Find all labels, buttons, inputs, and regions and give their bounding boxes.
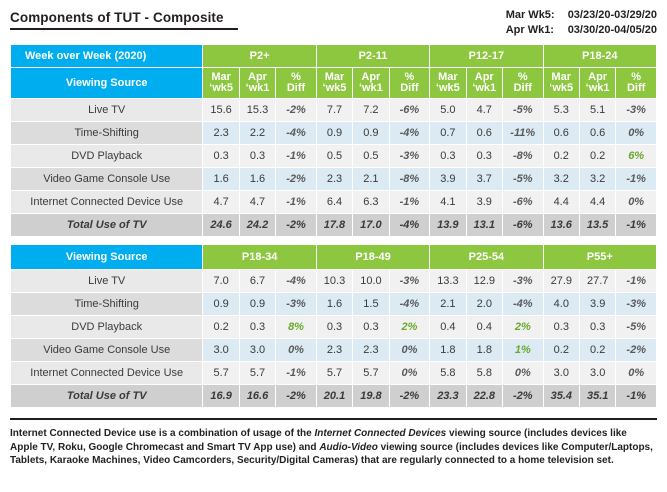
data-cell: 1.5	[353, 293, 389, 316]
data-cell: 2.2	[239, 122, 275, 145]
data-cell: 7.0	[203, 270, 239, 293]
data-cell: 0.6	[466, 122, 502, 145]
group-header-p18-24: P18-24	[543, 45, 656, 68]
data-cell: 1.6	[316, 293, 352, 316]
data-cell-pct: -6%	[389, 99, 430, 122]
total-cell: 24.2	[239, 214, 275, 237]
page-header	[10, 8, 657, 38]
data-cell-pct: -6%	[502, 191, 543, 214]
data-cell: 4.7	[239, 191, 275, 214]
data-cell-pct: -2%	[276, 99, 317, 122]
table-row	[11, 168, 657, 191]
sub-diff-1-l2: Diff	[286, 82, 306, 94]
data-cell: 1.6	[203, 168, 239, 191]
total-cell: 22.8	[466, 385, 502, 408]
sub-mar-2	[316, 68, 352, 99]
data-cell: 3.0	[543, 362, 579, 385]
data-cell: 3.9	[430, 168, 466, 191]
data-cell: 5.7	[239, 362, 275, 385]
date-label-apr: Apr Wk1:	[505, 24, 554, 36]
data-cell: 2.3	[203, 122, 239, 145]
data-cell-pct: 2%	[389, 316, 430, 339]
data-cell-pct: -5%	[502, 168, 543, 191]
sub-diff-4	[616, 68, 657, 99]
data-cell: 4.0	[543, 293, 579, 316]
total-cell: 17.8	[316, 214, 352, 237]
data-cell: 5.7	[353, 362, 389, 385]
data-cell: 27.9	[543, 270, 579, 293]
table-row	[11, 270, 657, 293]
data-cell-pct: -1%	[276, 362, 317, 385]
data-cell-pct: -3%	[389, 270, 430, 293]
data-cell: 2.3	[316, 339, 352, 362]
footnote	[10, 418, 657, 468]
data-cell-pct: 6%	[616, 145, 657, 168]
data-cell: 6.3	[353, 191, 389, 214]
data-cell: 0.5	[353, 145, 389, 168]
data-cell: 0.3	[466, 145, 502, 168]
data-cell-pct: -2%	[616, 339, 657, 362]
data-cell-pct: -1%	[276, 191, 317, 214]
data-cell: 3.9	[466, 191, 502, 214]
sub-diff-4-l1: %	[631, 71, 642, 83]
total-cell: 16.9	[203, 385, 239, 408]
table-row	[11, 191, 657, 214]
data-cell-pct: 8%	[276, 316, 317, 339]
data-cell: 0.3	[203, 145, 239, 168]
data-cell: 0.3	[316, 316, 352, 339]
corner-label: Week over Week (2020)	[11, 45, 203, 68]
data-cell: 3.7	[466, 168, 502, 191]
table-row	[11, 362, 657, 385]
total-cell-pct: -2%	[276, 214, 317, 237]
data-cell-pct: -3%	[616, 99, 657, 122]
sub-apr-2-l1: Apr	[361, 71, 381, 83]
data-cell: 0.6	[543, 122, 579, 145]
group-header-p18-49: P18-49	[316, 245, 429, 270]
data-cell-pct: 1%	[503, 339, 544, 362]
data-cell: 0.2	[203, 316, 239, 339]
data-cell: 6.4	[316, 191, 352, 214]
footnote-em2: Audio-Video	[319, 441, 378, 453]
table-total-row	[11, 385, 657, 408]
data-cell: 4.7	[466, 99, 502, 122]
table-row	[11, 99, 657, 122]
group-header-p2-11: P2-11	[316, 45, 429, 68]
data-cell: 15.6	[203, 99, 239, 122]
sub-diff-1	[276, 68, 317, 99]
data-cell: 0.9	[203, 293, 239, 316]
data-cell: 0.4	[466, 316, 502, 339]
data-cell: 2.1	[430, 293, 466, 316]
row-label: Live TV	[11, 99, 203, 122]
sub-apr-1	[239, 68, 275, 99]
data-cell-pct: -2%	[276, 168, 317, 191]
data-cell-pct: 0%	[616, 122, 657, 145]
total-cell-pct: -1%	[616, 214, 657, 237]
sub-mar-1-l1: Mar	[211, 71, 231, 83]
data-cell: 4.4	[543, 191, 579, 214]
total-cell: 24.6	[203, 214, 239, 237]
sub-apr-4-l2: ‘wk1	[585, 82, 610, 94]
total-label: Total Use of TV	[11, 214, 203, 237]
data-cell: 0.6	[579, 122, 615, 145]
total-cell: 35.1	[580, 385, 616, 408]
data-cell: 5.8	[466, 362, 502, 385]
data-cell: 0.3	[580, 316, 616, 339]
total-cell-pct: -1%	[616, 385, 657, 408]
total-cell: 13.9	[430, 214, 466, 237]
table-row	[11, 339, 657, 362]
data-cell-pct: 0%	[503, 362, 544, 385]
data-cell: 3.2	[543, 168, 579, 191]
data-cell: 0.3	[543, 316, 579, 339]
data-cell-pct: 0%	[389, 339, 430, 362]
sub-mar-4	[543, 68, 579, 99]
data-cell-pct: -5%	[616, 316, 657, 339]
data-cell: 0.9	[353, 122, 389, 145]
date-line-mar	[506, 8, 657, 23]
data-cell: 4.7	[203, 191, 239, 214]
row-label: DVD Playback	[11, 145, 203, 168]
data-cell: 3.0	[239, 339, 275, 362]
data-cell: 5.1	[579, 99, 615, 122]
table-header-groups-2	[11, 245, 657, 270]
data-cell: 2.3	[353, 339, 389, 362]
data-cell-pct: 0%	[276, 339, 317, 362]
sub-apr-2-l2: ‘wk1	[358, 82, 383, 94]
data-cell: 0.2	[579, 145, 615, 168]
table-row	[11, 293, 657, 316]
table-demographics-1	[10, 44, 657, 237]
data-cell-pct: -1%	[616, 168, 657, 191]
total-cell: 13.1	[466, 214, 502, 237]
data-cell: 2.0	[466, 293, 502, 316]
date-value-mar: 03/23/20-03/29/20	[567, 9, 657, 21]
data-cell-pct: -4%	[389, 293, 430, 316]
row-label: Internet Connected Device Use	[11, 191, 203, 214]
sub-mar-2-l2: ‘wk5	[322, 82, 347, 94]
data-cell: 2.3	[316, 168, 352, 191]
sub-diff-3-l1: %	[517, 71, 528, 83]
data-cell: 5.8	[430, 362, 466, 385]
date-range-block	[506, 8, 657, 38]
footnote-part2: viewing source (includes devices like Apple TV, Roku, Google Chromecast and Smart TV App use) and	[10, 428, 627, 453]
footnote-em1: Internet Connected Devices	[314, 428, 447, 439]
sub-mar-3	[430, 68, 466, 99]
total-cell-pct: -2%	[389, 385, 430, 408]
data-cell: 0.9	[239, 293, 275, 316]
data-cell: 3.2	[579, 168, 615, 191]
sub-apr-1-l1: Apr	[248, 71, 267, 83]
table-subheader-row	[11, 68, 657, 99]
data-cell: 1.6	[239, 168, 275, 191]
data-cell: 3.0	[203, 339, 239, 362]
data-cell-pct: 0%	[616, 191, 657, 214]
data-cell-pct: -3%	[503, 270, 544, 293]
table-header-groups	[11, 45, 657, 68]
data-cell-pct: 0%	[616, 362, 657, 385]
sub-diff-1-l1: %	[291, 71, 301, 83]
data-cell-pct: -3%	[276, 293, 317, 316]
data-cell-pct: -11%	[502, 122, 543, 145]
data-cell-pct: -1%	[616, 270, 657, 293]
data-cell: 0.3	[239, 316, 275, 339]
sub-apr-4-l1: Apr	[588, 71, 608, 83]
page-title: Components of TUT - Composite	[10, 10, 224, 25]
date-label-mar: Mar Wk5:	[505, 9, 555, 21]
title-underline	[10, 28, 238, 30]
sub-mar-4-l2: ‘wk5	[549, 82, 574, 94]
data-cell-pct: -4%	[276, 122, 317, 145]
group-header-p25-54: P25-54	[430, 245, 543, 270]
group-header-p55plus: P55+	[543, 245, 656, 270]
data-cell: 13.3	[430, 270, 466, 293]
total-cell: 20.1	[316, 385, 352, 408]
data-cell: 4.4	[579, 191, 615, 214]
data-cell-pct: -4%	[389, 122, 430, 145]
total-cell-pct: -6%	[502, 214, 543, 237]
data-cell: 2.1	[353, 168, 389, 191]
row-label: Video Game Console Use	[11, 339, 203, 362]
data-cell-pct: -1%	[389, 191, 430, 214]
data-cell: 6.7	[239, 270, 275, 293]
footnote-part1: Internet Connected Device use is a combination of usage of the	[10, 428, 315, 439]
total-cell: 16.6	[239, 385, 275, 408]
data-cell: 3.9	[580, 293, 616, 316]
data-cell: 5.7	[203, 362, 239, 385]
sub-apr-3-l1: Apr	[474, 71, 494, 83]
data-cell: 7.7	[316, 99, 352, 122]
data-cell-pct: 2%	[503, 316, 544, 339]
total-cell-pct: -2%	[503, 385, 544, 408]
table-gap	[10, 237, 657, 244]
total-cell-pct: -4%	[389, 214, 430, 237]
sub-mar-3-l2: ‘wk5	[435, 82, 460, 94]
data-cell-pct: -3%	[389, 145, 430, 168]
sub-diff-2-l1: %	[404, 71, 415, 83]
data-cell-pct: -1%	[276, 145, 317, 168]
data-cell: 5.7	[316, 362, 352, 385]
data-cell: 1.8	[430, 339, 466, 362]
total-label: Total Use of TV	[11, 385, 203, 408]
table-row	[11, 122, 657, 145]
row-label: Live TV	[11, 270, 203, 293]
data-cell: 10.0	[353, 270, 389, 293]
data-cell: 0.2	[580, 339, 616, 362]
data-cell: 0.5	[316, 145, 352, 168]
sub-diff-2	[389, 68, 430, 99]
sub-diff-3	[502, 68, 543, 99]
table-row	[11, 145, 657, 168]
data-cell: 0.9	[316, 122, 352, 145]
viewing-source-header-2: Viewing Source	[11, 245, 203, 270]
data-cell: 15.3	[239, 99, 275, 122]
data-cell: 0.3	[239, 145, 275, 168]
data-cell: 5.0	[430, 99, 466, 122]
data-cell: 0.2	[543, 145, 579, 168]
date-value-apr: 03/30/20-04/05/20	[567, 24, 657, 36]
group-header-p2plus: P2+	[203, 45, 316, 68]
sub-apr-2	[353, 68, 389, 99]
data-cell: 3.0	[580, 362, 616, 385]
sub-apr-3-l2: ‘wk1	[472, 82, 497, 94]
data-cell: 4.1	[430, 191, 466, 214]
group-header-p18-34: P18-34	[203, 245, 316, 270]
total-cell: 35.4	[543, 385, 579, 408]
sub-diff-3-l2: Diff	[513, 82, 532, 94]
total-cell: 23.3	[430, 385, 466, 408]
sub-diff-4-l2: Diff	[626, 82, 646, 94]
table-demographics-2	[10, 244, 657, 408]
data-cell-pct: 0%	[389, 362, 430, 385]
sub-apr-1-l2: ‘wk1	[245, 82, 270, 94]
total-cell: 19.8	[353, 385, 389, 408]
sub-apr-3	[466, 68, 502, 99]
date-line-apr	[506, 23, 657, 38]
data-cell: 0.4	[430, 316, 466, 339]
sub-mar-1	[203, 68, 239, 99]
sub-mar-3-l1: Mar	[438, 71, 458, 83]
total-cell-pct: -2%	[276, 385, 317, 408]
sub-apr-4	[579, 68, 615, 99]
data-cell: 5.3	[543, 99, 579, 122]
total-cell: 17.0	[353, 214, 389, 237]
data-cell-pct: -8%	[389, 168, 430, 191]
page-title-block	[10, 8, 238, 30]
table-total-row	[11, 214, 657, 237]
data-cell-pct: -4%	[276, 270, 317, 293]
data-cell: 1.8	[466, 339, 502, 362]
row-label: Time-Shifting	[11, 293, 203, 316]
total-cell: 13.6	[543, 214, 579, 237]
sub-mar-2-l1: Mar	[324, 71, 345, 83]
data-cell: 27.7	[580, 270, 616, 293]
row-label: Video Game Console Use	[11, 168, 203, 191]
row-label: Internet Connected Device Use	[11, 362, 203, 385]
data-cell: 0.2	[543, 339, 579, 362]
data-cell: 0.7	[430, 122, 466, 145]
row-label: DVD Playback	[11, 316, 203, 339]
data-cell-pct: -4%	[503, 293, 544, 316]
viewing-source-header: Viewing Source	[11, 68, 203, 99]
table-row	[11, 316, 657, 339]
data-cell: 7.2	[353, 99, 389, 122]
footnote-part3: viewing source (includes devices like Computer/Laptops, Tablets, Karaoke Machines, Video Camcorders, Security/Digital Cameras) that are regularly connected to a home television set.	[10, 441, 653, 466]
total-cell: 13.5	[579, 214, 615, 237]
data-cell-pct: -5%	[502, 99, 543, 122]
sub-mar-1-l2: ‘wk5	[209, 82, 234, 94]
data-cell-pct: -8%	[502, 145, 543, 168]
data-cell-pct: -3%	[616, 293, 657, 316]
sub-mar-4-l1: Mar	[551, 71, 571, 83]
data-cell: 0.3	[353, 316, 389, 339]
data-cell: 10.3	[316, 270, 352, 293]
data-cell: 0.3	[430, 145, 466, 168]
data-cell: 12.9	[466, 270, 502, 293]
group-header-p12-17: P12-17	[430, 45, 543, 68]
sub-diff-2-l2: Diff	[400, 82, 419, 94]
row-label: Time-Shifting	[11, 122, 203, 145]
